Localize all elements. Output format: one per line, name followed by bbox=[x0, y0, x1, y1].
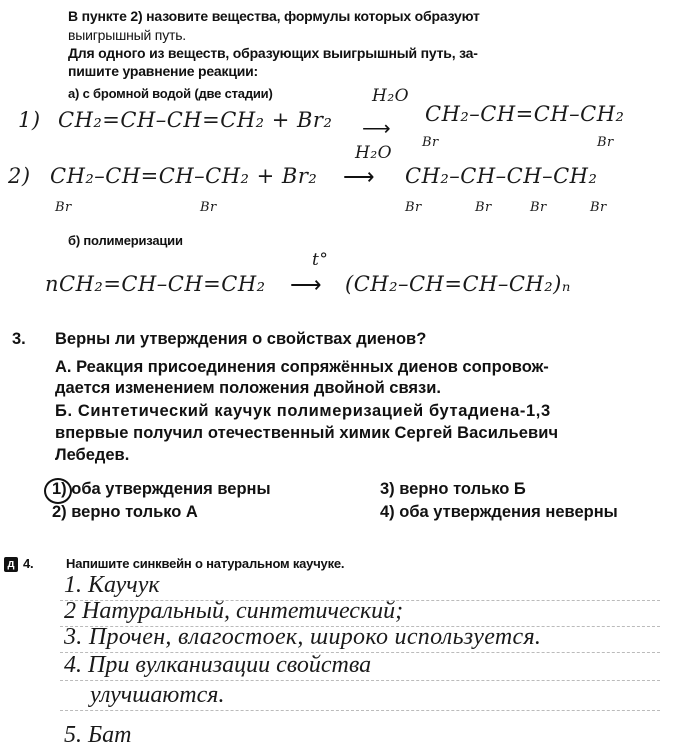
eq1-sub: Br bbox=[422, 135, 439, 150]
task2-line4: пишите уравнение реакции: bbox=[68, 63, 259, 79]
task3-number: 3. bbox=[12, 330, 26, 348]
eq2-sub: Br bbox=[530, 200, 547, 215]
eq2-condition: H₂O bbox=[355, 143, 393, 163]
poly-condition: t° bbox=[312, 250, 329, 270]
eq2-number: 2) bbox=[8, 164, 31, 188]
eq1-arrow: ⟶ bbox=[362, 118, 391, 140]
cinquain-line-4-cont: улучшаются. bbox=[90, 682, 225, 708]
eq2-left: CH₂–CH=CH–CH₂ + Br₂ bbox=[50, 164, 318, 188]
task3-question: Верны ли утверждения о свойствах диенов? bbox=[55, 330, 427, 348]
eq2-left-sub: Br bbox=[55, 200, 72, 215]
option-3[interactable]: 3) верно только Б bbox=[380, 480, 526, 498]
task4-prompt: Напишите синквейн о натуральном каучуке. bbox=[66, 556, 345, 571]
poly-right: (CH₂–CH=CH–CH₂)ₙ bbox=[345, 272, 571, 296]
eq1-left: CH₂=CH–CH=CH₂ + Br₂ bbox=[58, 108, 333, 132]
task4-badge-icon: д bbox=[4, 557, 18, 572]
eq1-condition: H₂O bbox=[372, 86, 410, 106]
task2-line3: Для одного из веществ, образующих выигрышный путь, за- bbox=[68, 45, 478, 61]
statement-b-line3: Лебедев. bbox=[55, 446, 130, 464]
cinquain-line-5: 5. Бат bbox=[64, 722, 132, 748]
eq2-sub: Br bbox=[405, 200, 422, 215]
answer-line bbox=[60, 680, 660, 681]
task2-line1: В пункте 2) назовите вещества, формулы которых образуют bbox=[68, 8, 480, 24]
statement-a-line2: дается изменением положения двойной связи. bbox=[55, 379, 441, 397]
eq2-sub: Br bbox=[590, 200, 607, 215]
eq1-number: 1) bbox=[18, 108, 41, 132]
cinquain-line-4: 4. При вулканизации свойства bbox=[64, 652, 372, 678]
eq1-sub: Br bbox=[597, 135, 614, 150]
eq2-right: CH₂–CH–CH–CH₂ bbox=[405, 164, 598, 188]
part-b-label: б) полимеризации bbox=[68, 233, 183, 248]
part-a-label: а) с бромной водой (две стадии) bbox=[68, 86, 273, 101]
task4-number: 4. bbox=[23, 556, 34, 571]
answer-line bbox=[60, 710, 660, 711]
poly-arrow: ⟶ bbox=[290, 272, 322, 297]
poly-left: nCH₂=CH–CH=CH₂ bbox=[45, 272, 266, 296]
cinquain-line-2: 2 Натуральный, синтетический; bbox=[64, 598, 404, 624]
option-2[interactable]: 2) верно только А bbox=[52, 503, 198, 521]
cinquain-line-3: 3. Прочен, влагостоек, широко используется. bbox=[64, 624, 542, 650]
eq1-right: CH₂–CH=CH–CH₂ bbox=[425, 102, 625, 126]
statement-b-line1: Б. Синтетический каучук полимеризацией бутадиена-1,3 bbox=[55, 402, 551, 420]
statement-b-line2: впервые получил отечественный химик Сергей Васильевич bbox=[55, 424, 559, 442]
option-4[interactable]: 4) оба утверждения неверны bbox=[380, 503, 618, 521]
statement-a-line1: А. Реакция присоединения сопряжённых диенов сопровож- bbox=[55, 358, 549, 376]
cinquain-line-1: 1. Каучук bbox=[64, 572, 160, 598]
option-1[interactable]: 1) оба утверждения верны bbox=[52, 480, 271, 498]
eq2-left-sub: Br bbox=[200, 200, 217, 215]
eq2-sub: Br bbox=[475, 200, 492, 215]
task2-line2: выигрышный путь. bbox=[68, 27, 186, 43]
eq2-arrow: ⟶ bbox=[343, 164, 375, 189]
